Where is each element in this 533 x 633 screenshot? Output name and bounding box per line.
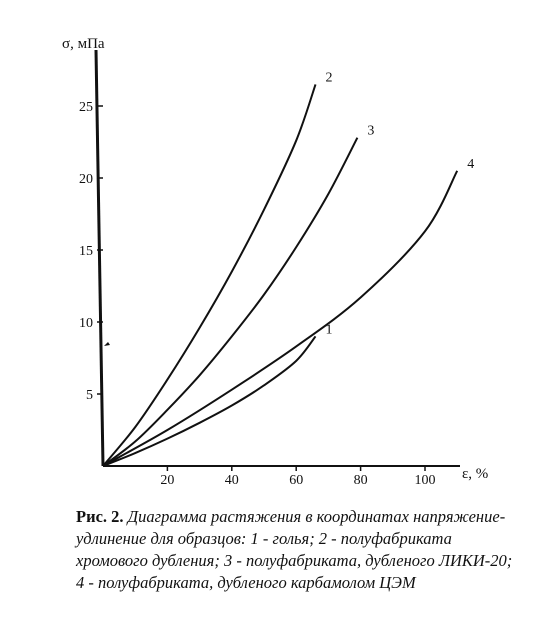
y-axis-label: σ, мПа	[62, 36, 105, 52]
y-tick-label: 20	[79, 172, 93, 187]
x-tick-label: 40	[224, 473, 239, 488]
series-label-2: 2	[325, 70, 333, 86]
y-tick-label: 5	[86, 388, 93, 403]
figure-caption	[76, 506, 516, 594]
x-tick-label: 60	[289, 473, 304, 488]
caption-text: Диаграмма растяжения в координатах напряжение-удлинение для образцов: 1 - голья; 2 - полуфабриката хромового дубления; 3 - полуфабриката, дубленого ЛИКИ-20; 4 - полуфабриката, дубленого карбамолом ЦЭМ	[76, 507, 513, 592]
series-label-4: 4	[467, 156, 475, 172]
y-axis	[96, 50, 103, 466]
y-tick-label: 15	[79, 244, 93, 259]
series-line-2	[103, 84, 316, 466]
y-axis-arrow-mark	[104, 342, 110, 346]
y-tick-label: 25	[79, 100, 93, 115]
y-tick-label: 10	[79, 316, 93, 331]
caption-prefix: Рис. 2.	[76, 507, 124, 526]
series-line-3	[103, 138, 357, 466]
series-label-3: 3	[367, 123, 375, 139]
x-tick-label: 20	[160, 473, 175, 488]
series-label-1: 1	[325, 322, 333, 338]
x-axis-label: ε, %	[462, 466, 489, 482]
x-tick-label: 100	[414, 473, 436, 488]
x-tick-label: 80	[353, 473, 368, 488]
